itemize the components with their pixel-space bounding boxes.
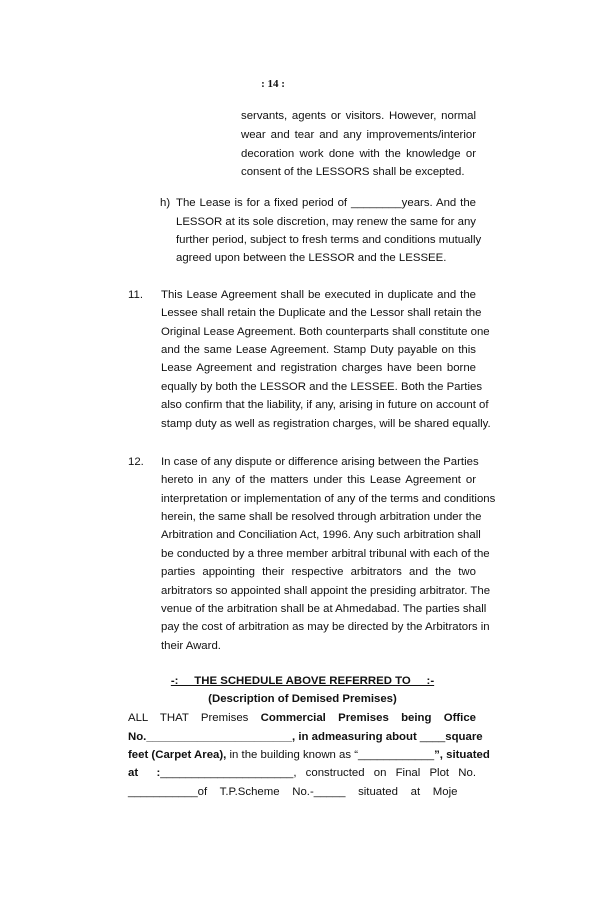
clause-line: herein, the same shall be resolved through arbitration under the	[161, 511, 482, 523]
blank-field: ____________	[358, 749, 435, 761]
schedule-text-bold: Commercial Premises being Office	[260, 712, 476, 724]
blank-field: ____	[419, 731, 446, 743]
clause-line: parties appointing their respective arbitrators and the two	[161, 566, 476, 578]
paragraph-line: consent of the LESSORS shall be excepted.	[241, 166, 465, 178]
clause-line: their Award.	[161, 640, 221, 652]
clause-number: 12.	[128, 456, 144, 468]
clause-line: LESSOR at its sole discretion, may renew the same for any	[176, 216, 476, 228]
schedule-line	[128, 766, 476, 780]
schedule-line	[128, 711, 476, 725]
schedule-text: square	[445, 731, 483, 743]
schedule-text-bold: at :	[128, 767, 161, 779]
schedule-heading: -: THE SCHEDULE ABOVE REFERRED TO :-	[170, 675, 435, 687]
schedule-text-bold: feet (Carpet Area),	[128, 749, 227, 761]
schedule-line: ___________of T.P.Scheme No.-_____ situated at Moje	[128, 786, 458, 798]
schedule-text: in the building known as “	[226, 749, 359, 761]
clause-number: 11.	[128, 289, 143, 301]
clause-line: venue of the arbitration shall be at Ahmedabad. The parties shall	[161, 603, 487, 615]
paragraph-line: servants, agents or visitors. However, normal	[241, 110, 476, 122]
schedule-text: No._______________________, in admeasuring about	[128, 731, 420, 743]
clause-line: equally by both the LESSOR and the LESSEE. Both the Parties	[161, 381, 483, 393]
schedule-text: _____________________, constructed on Final Plot No.	[160, 767, 476, 779]
clause-line: be conducted by a three member arbitral tribunal with each of the	[161, 548, 490, 560]
paragraph-line: decoration work done with the knowledge or	[241, 148, 476, 160]
clause-line: stamp duty as well as registration charges, will be shared equally.	[161, 418, 491, 430]
clause-line: further period, subject to fresh terms and conditions mutually	[176, 234, 482, 246]
clause-line: This Lease Agreement shall be executed in duplicate and the	[161, 289, 476, 301]
clause-line: hereto in any of the matters under this Lease Agreement or	[161, 474, 476, 486]
clause-line: agreed upon between the LESSOR and the LESSEE.	[176, 252, 447, 264]
page-number: : 14 :	[261, 78, 285, 90]
clause-line: and the same Lease Agreement. Stamp Duty payable on this	[161, 344, 476, 356]
schedule-subheading: (Description of Demised Premises)	[208, 693, 397, 705]
clause-label: h)	[160, 197, 171, 209]
clause-line: Lease Agreement and registration charges have been borne	[161, 362, 476, 374]
schedule-line	[128, 748, 490, 762]
schedule-text-bold: ”, situated	[434, 749, 490, 761]
clause-line: Original Lease Agreement. Both counterparts shall constitute one	[161, 326, 490, 338]
schedule-text: ALL THAT Premises	[128, 712, 261, 724]
clause-line: arbitrators so appointed shall appoint the presiding arbitrator. The	[161, 585, 491, 597]
clause-line: also confirm that the liability, if any, arising in future on account of	[161, 399, 489, 411]
clause-line: In case of any dispute or difference arising between the Parties	[161, 456, 479, 468]
clause-line: Arbitration and Conciliation Act, 1996. Any such arbitration shall	[161, 529, 481, 541]
clause-line: The Lease is for a fixed period of ________years. And the	[176, 197, 476, 209]
paragraph-line: wear and tear and any improvements/interior	[241, 129, 476, 141]
clause-line: pay the cost of arbitration as may be directed by the Arbitrators in	[161, 621, 490, 633]
schedule-line	[128, 730, 483, 744]
clause-line: interpretation or implementation of any of the terms and conditions	[161, 493, 496, 505]
clause-line: Lessee shall retain the Duplicate and the Lessor shall retain the	[161, 307, 482, 319]
